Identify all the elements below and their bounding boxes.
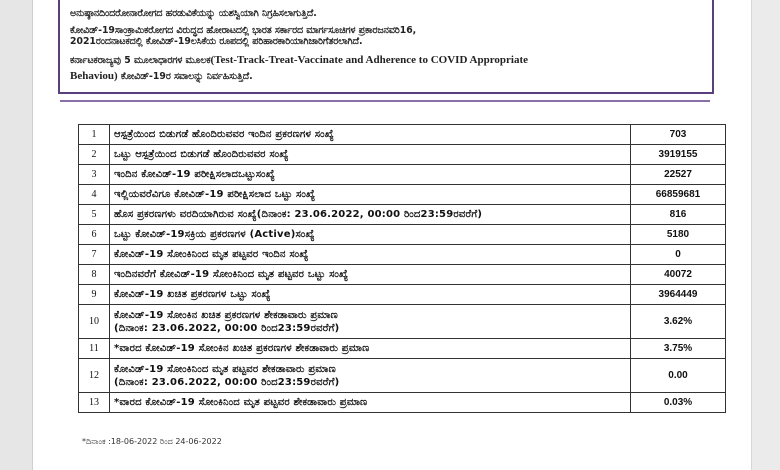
- row-description-date: (ದಿನಾಂಕ: 23.06.2022, 00:00 ರಿಂದ23:59ರವರೆಗೆ): [114, 376, 340, 388]
- row-description: [110, 225, 631, 245]
- row-value: 66859681: [631, 185, 726, 205]
- row-number: 4: [79, 185, 110, 205]
- summary-line-1: ಅನುಷ್ಠಾನದಿಂದರೋನಾರೋಗದ ಹರಡುವಿಕೆಯನ್ನು ಯಶಸ್ವಿಯಾಗಿ ನಿಗ್ರಹಿಸಲಾಗುತ್ತಿದೆ.: [70, 8, 317, 19]
- row-value: 703: [631, 125, 726, 145]
- summary-line-4-prefix: ಕರ್ನಾಟಕರಾಜ್ಯವು 5 ಮೂಲಾಧಾರಗಳ ಮೂಲಕ: [70, 55, 211, 66]
- row-description: [110, 125, 631, 145]
- table-row: [79, 125, 726, 145]
- summary-line-5-suffix: ಕೋವಿಡ್-19ರ ಸವಾಲನ್ನು ನಿರ್ವಹಿಸುತ್ತಿದೆ.: [117, 71, 253, 82]
- row-description: [110, 185, 631, 205]
- row-description-text: ಕೋವಿಡ್-19 ಸೋಂಕಿನಿಂದ ಮೃತ ಪಟ್ಟವರ ಇಂದಿನ ಸಂಖ್ಯೆ: [114, 249, 309, 260]
- row-description-text: ಒಟ್ಟು ಕೋವಿಡ್-19ಸಕ್ರಿಯ ಪ್ರಕರಣಗಳ (Active)ಸಂಖ್ಯೆ: [114, 229, 315, 240]
- table-row: [79, 305, 726, 339]
- row-description: [110, 393, 631, 413]
- summary-line-5-latin: Behaviou): [70, 70, 118, 82]
- row-description-text: ಕೋವಿಡ್-19 ಖಚಿತ ಪ್ರಕರಣಗಳ ಒಟ್ಟು ಸಂಖ್ಯೆ: [114, 289, 271, 300]
- row-description: [110, 359, 631, 393]
- covid-stats-table: [78, 124, 726, 413]
- table-row: [79, 265, 726, 285]
- summary-line-2: ಕೋವಿಡ್-19ಸಾಂಕ್ರಾಮಿಕರೋಗದ ವಿರುದ್ಧದ ಹೋರಾಟದಲ್ಲಿ ಭಾರತ ಸರ್ಕಾರದ ಮಾರ್ಗಸೂಚಿಗಳ ಪ್ರಕಾರಜನವರಿ16,: [70, 25, 417, 36]
- row-description-text: *ವಾರದ ಕೋವಿಡ್-19 ಸೋಂಕಿನ ಖಚಿತ ಪ್ರಕರಣಗಳ ಶೇಕಡಾವಾರು ಪ್ರಮಾಣ: [114, 343, 370, 354]
- row-number: 1: [79, 125, 110, 145]
- table-row: [79, 393, 726, 413]
- row-description-text: *ವಾರದ ಕೋವಿಡ್-19 ಸೋಂಕಿನಿಂದ ಮೃತ ಪಟ್ಟವರ ಶೇಕಡಾವಾರು ಪ್ರಮಾಣ: [114, 397, 368, 408]
- row-description-text: ಹೊಸ ಪ್ರಕರಣಗಳು ವರದಿಯಾಗಿರುವ ಸಂಖ್ಯೆ(ದಿನಾಂಕ: 23.06.2022, 00:00 ರಿಂದ23:59ರವರೆಗೆ): [114, 209, 483, 220]
- row-description: [110, 245, 631, 265]
- row-description: [110, 339, 631, 359]
- row-number: 12: [79, 359, 110, 393]
- right-margin: [750, 0, 780, 470]
- summary-line-4: [70, 55, 704, 66]
- row-description: [110, 305, 631, 339]
- row-number: 5: [79, 205, 110, 225]
- table-row: [79, 185, 726, 205]
- table-row: [79, 145, 726, 165]
- row-description-text: ಕೋವಿಡ್-19 ಸೋಂಕಿನಿಂದ ಮೃತ ಪಟ್ಟವರ ಶೇಕಡಾವಾರು ಪ್ರಮಾಣ: [114, 363, 336, 375]
- table-row: [79, 245, 726, 265]
- table-row: [79, 225, 726, 245]
- row-description-text: ಕೋವಿಡ್-19 ಸೋಂಕಿನ ಖಚಿತ ಪ್ರಕರಣಗಳ ಶೇಕಡಾವಾರು ಪ್ರಮಾಣ: [114, 309, 338, 321]
- divider: [60, 100, 710, 102]
- row-description-text: ಇಂದಿನವರೆಗೆ ಕೋವಿಡ್-19 ಸೋಂಕಿನಿಂದ ಮೃತ ಪಟ್ಟವರ ಒಟ್ಟು ಸಂಖ್ಯೆ: [114, 269, 349, 280]
- table-row: [79, 165, 726, 185]
- table-row: [79, 359, 726, 393]
- row-description-text: ಒಟ್ಟು ಆಸ್ಪತ್ರೆಯಿಂದ ಬಿಡುಗಡೆ ಹೊಂದಿರುವವರ ಸಂಖ್ಯೆ: [114, 149, 289, 160]
- row-number: 3: [79, 165, 110, 185]
- row-value: 3919155: [631, 145, 726, 165]
- row-number: 6: [79, 225, 110, 245]
- row-number: 7: [79, 245, 110, 265]
- footnote: *ದಿನಾಂಕ :18-06-2022 ರಿಂದ 24-06-2022: [82, 437, 222, 446]
- row-value: 40072: [631, 265, 726, 285]
- row-number: 11: [79, 339, 110, 359]
- summary-line-3: 2021ರಂದನಾಟಕದಲ್ಲಿ ಕೋವಿಡ್-19ಲಸಿಕೆಯ ರೂಪದಲ್ಲಿ ಪರಿಹಾರಕಾರಿಯಾಗಿಜಾರಿಗೆತರಲಾಗಿದೆ.: [70, 36, 363, 47]
- row-description-text: ಆಸ್ಪತ್ರೆಯಿಂದ ಬಿಡುಗಡೆ ಹೊಂದಿರುವವರ ಇಂದಿನ ಪ್ರಕರಣಗಳ ಸಂಖ್ಯೆ: [114, 129, 335, 140]
- row-number: 10: [79, 305, 110, 339]
- row-value: 5180: [631, 225, 726, 245]
- row-description: [110, 205, 631, 225]
- summary-line-4-latin: (Test-Track-Treat-Vaccinate and Adherence to COVID Appropriate: [210, 54, 528, 66]
- row-value: 22527: [631, 165, 726, 185]
- row-number: 9: [79, 285, 110, 305]
- row-value: 3.62%: [631, 305, 726, 339]
- row-number: 8: [79, 265, 110, 285]
- row-description: [110, 165, 631, 185]
- row-value: 816: [631, 205, 726, 225]
- row-description-text: ಇಲ್ಲಿಯವರೆವಿಗೂ ಕೋವಿಡ್-19 ಪರೀಕ್ಷಿಸಲಾದ ಒಟ್ಟು ಸಂಖ್ಯೆ: [114, 189, 316, 200]
- table-row: [79, 285, 726, 305]
- table-row: [79, 205, 726, 225]
- row-number: 13: [79, 393, 110, 413]
- row-value: 3964449: [631, 285, 726, 305]
- row-value: 0.03%: [631, 393, 726, 413]
- summary-box: [58, 0, 714, 94]
- row-number: 2: [79, 145, 110, 165]
- row-description: [110, 285, 631, 305]
- row-value: 3.75%: [631, 339, 726, 359]
- row-value: 0.00: [631, 359, 726, 393]
- row-description: [110, 145, 631, 165]
- row-value: 0: [631, 245, 726, 265]
- table-row: [79, 339, 726, 359]
- left-margin: [0, 0, 32, 470]
- row-description: [110, 265, 631, 285]
- summary-line-5: [70, 71, 704, 82]
- row-description-text: ಇಂದಿನ ಕೋವಿಡ್-19 ಪರೀಕ್ಷಿಸಲಾದಒಟ್ಟುಸಂಖ್ಯೆ: [114, 169, 275, 180]
- row-description-date: (ದಿನಾಂಕ: 23.06.2022, 00:00 ರಿಂದ23:59ರವರೆಗೆ): [114, 322, 340, 334]
